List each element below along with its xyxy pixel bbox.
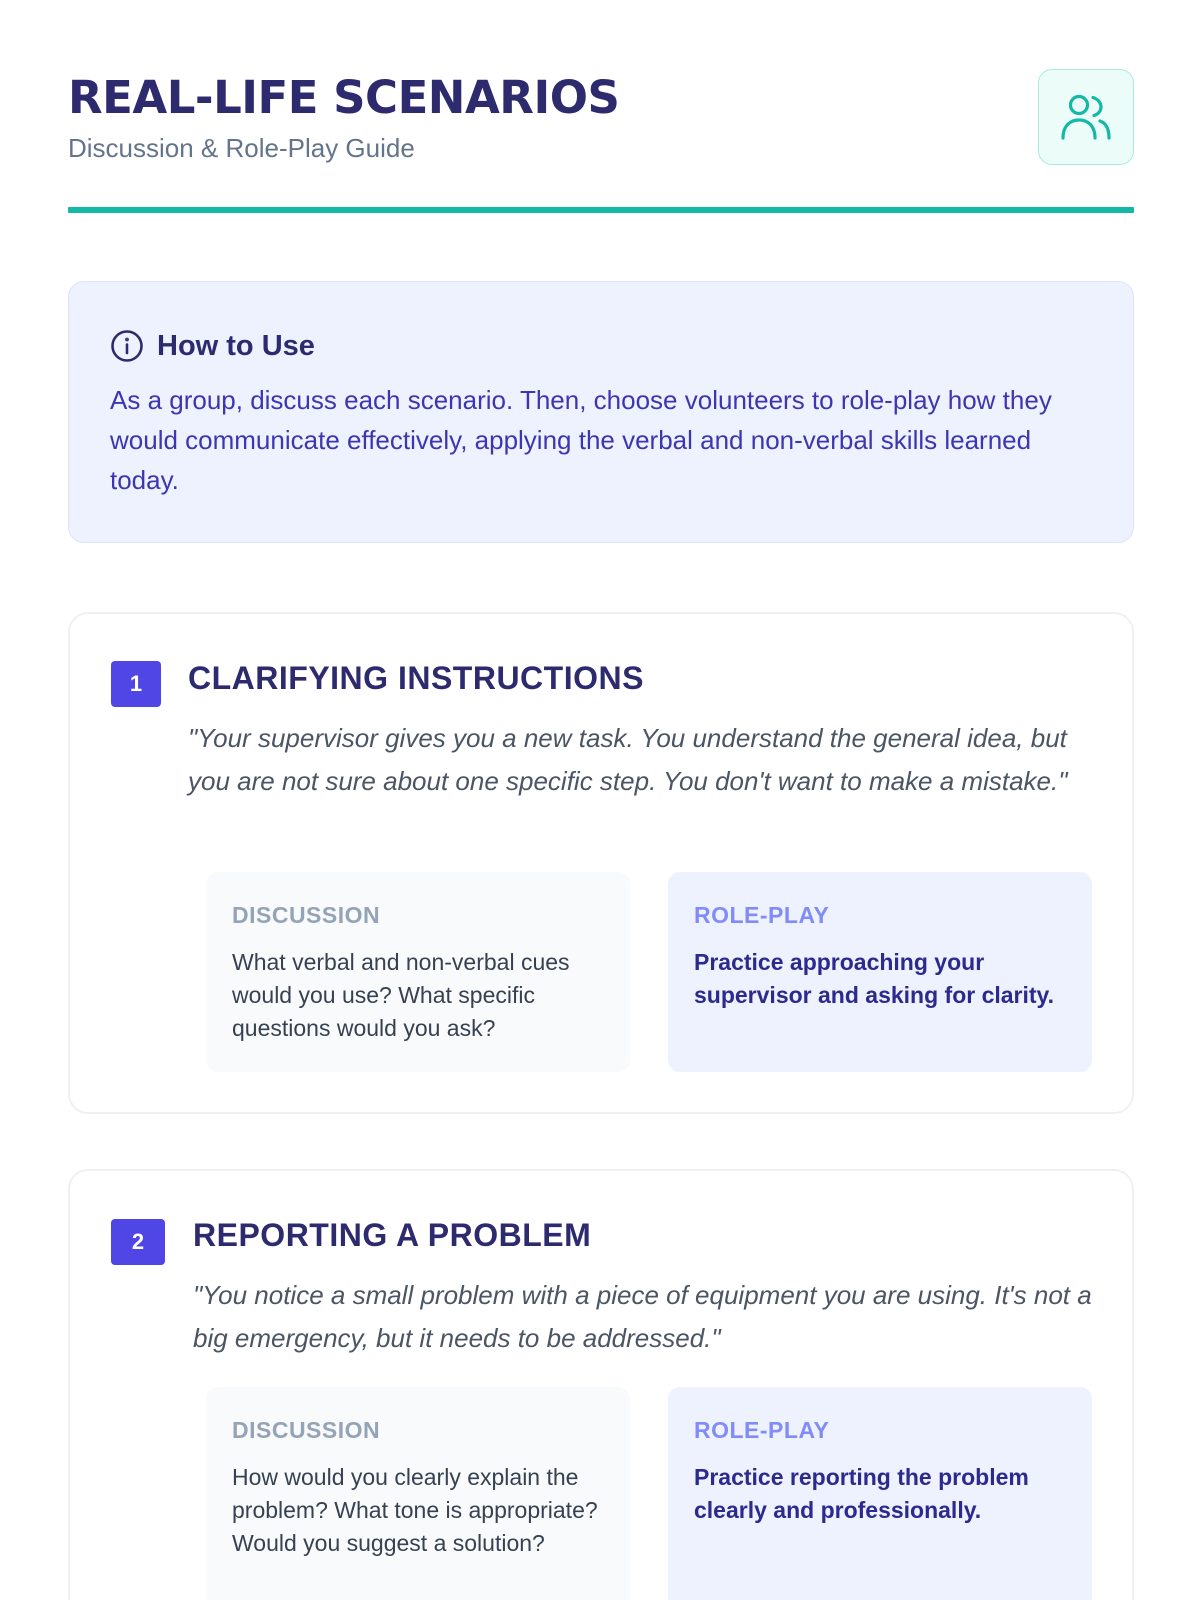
header-divider — [68, 207, 1134, 213]
info-icon — [110, 329, 144, 363]
scenario-card-2 — [68, 1169, 1134, 1600]
header — [68, 0, 1134, 214]
discussion-panel — [206, 872, 630, 1072]
page-title: REAL-LIFE SCENARIOS — [68, 71, 620, 124]
role-play-text: Practice approaching your supervisor and asking for clarity. — [694, 949, 1055, 1008]
how-to-use-title: How to Use — [157, 329, 315, 362]
how-to-use-text: As a group, discuss each scenario. Then, choose volunteers to role-play how they would communicate effectively, applying the verbal and non-verbal skills learned today. — [110, 385, 1052, 495]
role-play-label: ROLE-PLAY — [694, 1417, 830, 1443]
role-play-text: Practice reporting the problem clearly and professionally. — [694, 1464, 1029, 1523]
discussion-text: What verbal and non-verbal cues would you use? What specific questions would you ask? — [232, 949, 570, 1041]
scenario-quote: "You notice a small problem with a piece of equipment you are using. It's not a big emergency, but it needs to be addressed." — [193, 1280, 1092, 1353]
scenario-card-1 — [68, 612, 1134, 1114]
how-to-use-header — [110, 326, 1093, 366]
scenario-title: REPORTING A PROBLEM — [193, 1217, 592, 1253]
how-to-use-box — [68, 281, 1134, 543]
role-play-label: ROLE-PLAY — [694, 902, 830, 928]
page — [68, 0, 1134, 1556]
role-play-panel — [668, 1387, 1092, 1600]
scenario-number-badge: 2 — [111, 1219, 165, 1265]
scenario-number-badge: 1 — [111, 661, 161, 707]
page-subtitle: Discussion & Role-Play Guide — [68, 133, 415, 163]
discussion-text: How would you clearly explain the problem? What tone is appropriate? Would you suggest a solution? — [232, 1464, 598, 1556]
discussion-label: DISCUSSION — [232, 902, 381, 928]
users-icon — [1038, 69, 1134, 165]
discussion-label: DISCUSSION — [232, 1417, 381, 1443]
role-play-panel — [668, 872, 1092, 1072]
scenario-quote: "Your supervisor gives you a new task. You understand the general idea, but you are not sure about one specific step. You don't want to make a mistake." — [188, 723, 1068, 796]
scenario-title: CLARIFYING INSTRUCTIONS — [188, 660, 644, 696]
discussion-panel — [206, 1387, 630, 1600]
